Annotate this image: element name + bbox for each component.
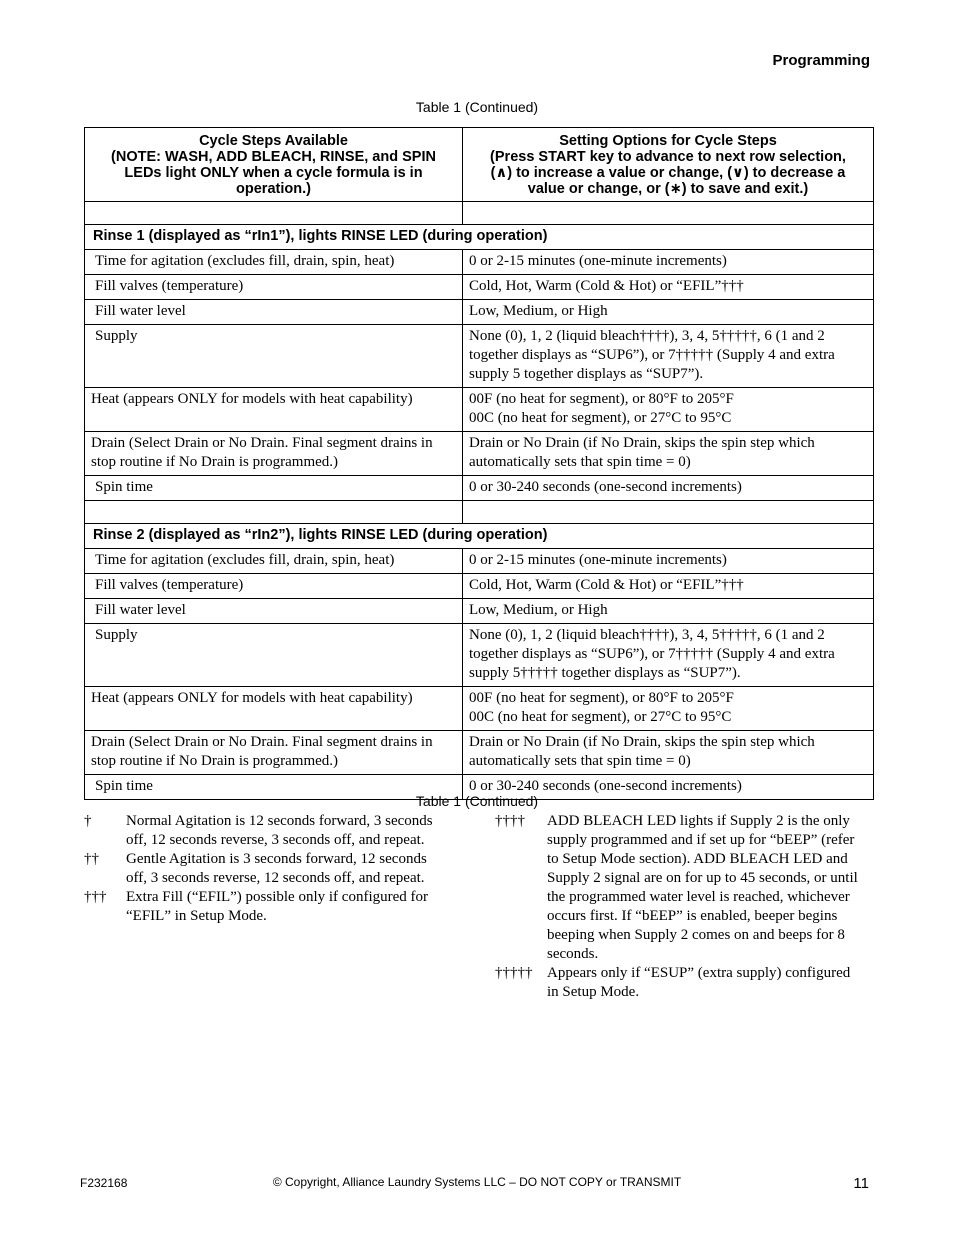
cell-line: 0 or 2-15 minutes (one-minute increments): [469, 552, 727, 568]
table-row: [85, 574, 874, 599]
cell-line: together displays as “SUP6”), or 7††††† (Supply 4 and extra: [469, 347, 835, 363]
header-line: (∧) to increase a value or change, (∨) to decrease a: [490, 165, 846, 181]
table-row: [85, 388, 874, 432]
table-row: [85, 476, 874, 501]
footnote-line: Extra Fill (“EFIL”) possible only if configured for: [126, 889, 429, 905]
cell-line: Drain (Select Drain or No Drain. Final segment drains in: [91, 435, 433, 451]
footnote-line: in Setup Mode.: [547, 984, 640, 1000]
cell-line: Heat (appears ONLY for models with heat capability): [91, 391, 413, 407]
cell-line: Supply: [95, 627, 138, 643]
footnote-line: occurs first. If “bEEP” is enabled, beeper begins: [547, 908, 838, 924]
cycle-step-cell: [85, 250, 463, 275]
header-line: Cycle Steps Available: [199, 133, 348, 149]
cell-line: Low, Medium, or High: [469, 602, 608, 618]
header-line: value or change, or (∗) to save and exit.): [527, 181, 809, 197]
cycle-step-cell: [85, 574, 463, 599]
footnote-line: Gentle Agitation is 3 seconds forward, 12 seconds: [126, 851, 427, 867]
footnote-mark: †††††: [495, 965, 533, 981]
cycle-step-cell: [85, 325, 463, 388]
cell-line: Fill water level: [95, 303, 186, 319]
cell-line: Fill valves (temperature): [95, 278, 244, 294]
footnote-line: “EFIL” in Setup Mode.: [126, 908, 267, 924]
footnote-line: supply programmed and if set up for “bEEP” (refer: [547, 832, 855, 848]
cell-line: None (0), 1, 2 (liquid bleach††††), 3, 4, 5†††††, 6 (1 and 2: [469, 328, 825, 344]
header-line: (NOTE: WASH, ADD BLEACH, RINSE, and SPIN: [111, 149, 436, 165]
cell-line: 0 or 2-15 minutes (one-minute increments): [469, 253, 727, 269]
section-title: Rinse 2 (displayed as “rIn2”), lights RINSE LED (during operation): [85, 524, 874, 549]
setting-option-cell: [463, 300, 874, 325]
footnote-line: off, 12 seconds reverse, 3 seconds off, and repeat.: [126, 832, 425, 848]
table-row: [85, 275, 874, 300]
setting-option-cell: [463, 275, 874, 300]
footnote-text: [126, 812, 454, 850]
table-caption-bottom: Table 1 (Continued): [415, 793, 539, 809]
cell-line: Time for agitation (excludes fill, drain, spin, heat): [95, 253, 395, 269]
cell-line: Cold, Hot, Warm (Cold & Hot) or “EFIL”†††: [469, 278, 744, 294]
cell-line: together displays as “SUP6”), or 7††††† (Supply 4 and extra: [469, 646, 835, 662]
footnote: [495, 812, 873, 964]
footnote-line: to Setup Mode section). ADD BLEACH LED and: [547, 851, 848, 867]
table-row: [85, 549, 874, 574]
table-row: [85, 250, 874, 275]
cycle-step-cell: [85, 300, 463, 325]
setting-option-cell: [463, 388, 874, 432]
cell-line: Time for agitation (excludes fill, drain, spin, heat): [95, 552, 395, 568]
table-row: [85, 325, 874, 388]
cell-line: automatically sets that spin time = 0): [469, 753, 691, 769]
table-row: [85, 432, 874, 476]
col-header-setting-options: [463, 128, 874, 202]
section-header: Programming: [772, 52, 870, 69]
setting-option-cell: [463, 731, 874, 775]
cell-line: Drain or No Drain (if No Drain, skips the spin step which: [469, 435, 815, 451]
copyright-notice: © Copyright, Alliance Laundry Systems LLC – DO NOT COPY or TRANSMIT: [272, 1175, 682, 1189]
table-row: [85, 687, 874, 731]
cell-line: Drain or No Drain (if No Drain, skips the spin step which: [469, 734, 815, 750]
cell-line: Spin time: [95, 479, 153, 495]
blank-cell: [85, 501, 463, 524]
cell-line: 0 or 30-240 seconds (one-second increments): [469, 479, 742, 495]
cycle-step-cell: [85, 275, 463, 300]
footnote: [84, 888, 454, 926]
setting-option-cell: [463, 250, 874, 275]
section-row: [85, 225, 874, 250]
setting-option-cell: [463, 574, 874, 599]
cell-line: Spin time: [95, 778, 153, 794]
cycle-step-cell: [85, 731, 463, 775]
cycle-step-cell: [85, 599, 463, 624]
footnote: [84, 850, 454, 888]
cycle-step-cell: [85, 432, 463, 476]
footnote-line: seconds.: [547, 946, 599, 962]
cycle-step-cell: [85, 624, 463, 687]
cell-line: 00C (no heat for segment), or 27°C to 95°C: [469, 709, 732, 725]
table-row: [85, 731, 874, 775]
header-line: Setting Options for Cycle Steps: [559, 133, 777, 149]
footnote-mark: †: [84, 813, 92, 829]
setting-option-cell: [463, 599, 874, 624]
cell-line: automatically sets that spin time = 0): [469, 454, 691, 470]
cell-line: Low, Medium, or High: [469, 303, 608, 319]
cycle-step-cell: [85, 549, 463, 574]
cell-line: Drain (Select Drain or No Drain. Final segment drains in: [91, 734, 433, 750]
section-title: Rinse 1 (displayed as “rIn1”), lights RINSE LED (during operation): [85, 225, 874, 250]
footnote-text: [547, 812, 873, 964]
blank-row: [85, 202, 874, 225]
cell-line: 00F (no heat for segment), or 80°F to 205°F: [469, 690, 734, 706]
blank-cell: [463, 501, 874, 524]
cycle-step-cell: [85, 687, 463, 731]
footnote-mark: †††: [84, 889, 107, 905]
cell-line: stop routine if No Drain is programmed.): [91, 454, 339, 470]
cell-line: supply 5††††† together displays as “SUP7”).: [469, 665, 741, 681]
cycle-step-cell: [85, 476, 463, 501]
blank-row: [85, 501, 874, 524]
footnote-mark: ††: [84, 851, 99, 867]
table-header-row: [85, 128, 874, 202]
blank-cell: [463, 202, 874, 225]
footnote-text: [126, 850, 454, 888]
cell-line: Supply: [95, 328, 138, 344]
footnote-line: Supply 2 signal are on for up to 45 seconds, or until: [547, 870, 858, 886]
page-number: 11: [853, 1175, 869, 1192]
footnote-line: beeping when Supply 2 comes on and beeps for 8: [547, 927, 845, 943]
cell-line: Fill water level: [95, 602, 186, 618]
cycle-steps-table: [84, 127, 874, 800]
footnote-line: Normal Agitation is 12 seconds forward, 3 seconds: [126, 813, 433, 829]
table-row: [85, 624, 874, 687]
header-line: LEDs light ONLY when a cycle formula is in: [124, 165, 423, 181]
col-header-cycle-steps: [85, 128, 463, 202]
setting-option-cell: [463, 432, 874, 476]
setting-option-cell: [463, 687, 874, 731]
cell-line: stop routine if No Drain is programmed.): [91, 753, 339, 769]
cycle-step-cell: [85, 388, 463, 432]
footnote-line: Appears only if “ESUP” (extra supply) configured: [547, 965, 851, 981]
footnote-line: the programmed water level is reached, whichever: [547, 889, 850, 905]
footnote-line: off, 3 seconds reverse, 12 seconds off, and repeat.: [126, 870, 425, 886]
cell-line: None (0), 1, 2 (liquid bleach††††), 3, 4, 5†††††, 6 (1 and 2: [469, 627, 825, 643]
cell-line: 00F (no heat for segment), or 80°F to 205°F: [469, 391, 734, 407]
cell-line: 00C (no heat for segment), or 27°C to 95°C: [469, 410, 732, 426]
cell-line: Fill valves (temperature): [95, 577, 244, 593]
table-row: [85, 599, 874, 624]
cell-line: 0 or 30-240 seconds (one-second increments): [469, 778, 742, 794]
document-code: F232168: [80, 1176, 128, 1190]
setting-option-cell: [463, 325, 874, 388]
footnote-line: ADD BLEACH LED lights if Supply 2 is the only: [547, 813, 850, 829]
cell-line: supply 5 together displays as “SUP7”).: [469, 366, 704, 382]
table-caption-top: Table 1 (Continued): [415, 99, 539, 115]
header-line: (Press START key to advance to next row selection,: [490, 149, 846, 165]
header-line: operation.): [236, 181, 311, 197]
footnotes-right: [495, 812, 873, 1002]
footnote-text: [126, 888, 454, 926]
footnote-mark: ††††: [495, 813, 525, 829]
footnote: [495, 964, 873, 1002]
setting-option-cell: [463, 549, 874, 574]
blank-cell: [85, 202, 463, 225]
section-row: [85, 524, 874, 549]
cell-line: Heat (appears ONLY for models with heat capability): [91, 690, 413, 706]
footnote-text: [547, 964, 873, 1002]
cell-line: Cold, Hot, Warm (Cold & Hot) or “EFIL”†††: [469, 577, 744, 593]
footnote: [84, 812, 454, 850]
footnotes-left: [84, 812, 454, 926]
setting-option-cell: [463, 476, 874, 501]
setting-option-cell: [463, 624, 874, 687]
table-row: [85, 300, 874, 325]
